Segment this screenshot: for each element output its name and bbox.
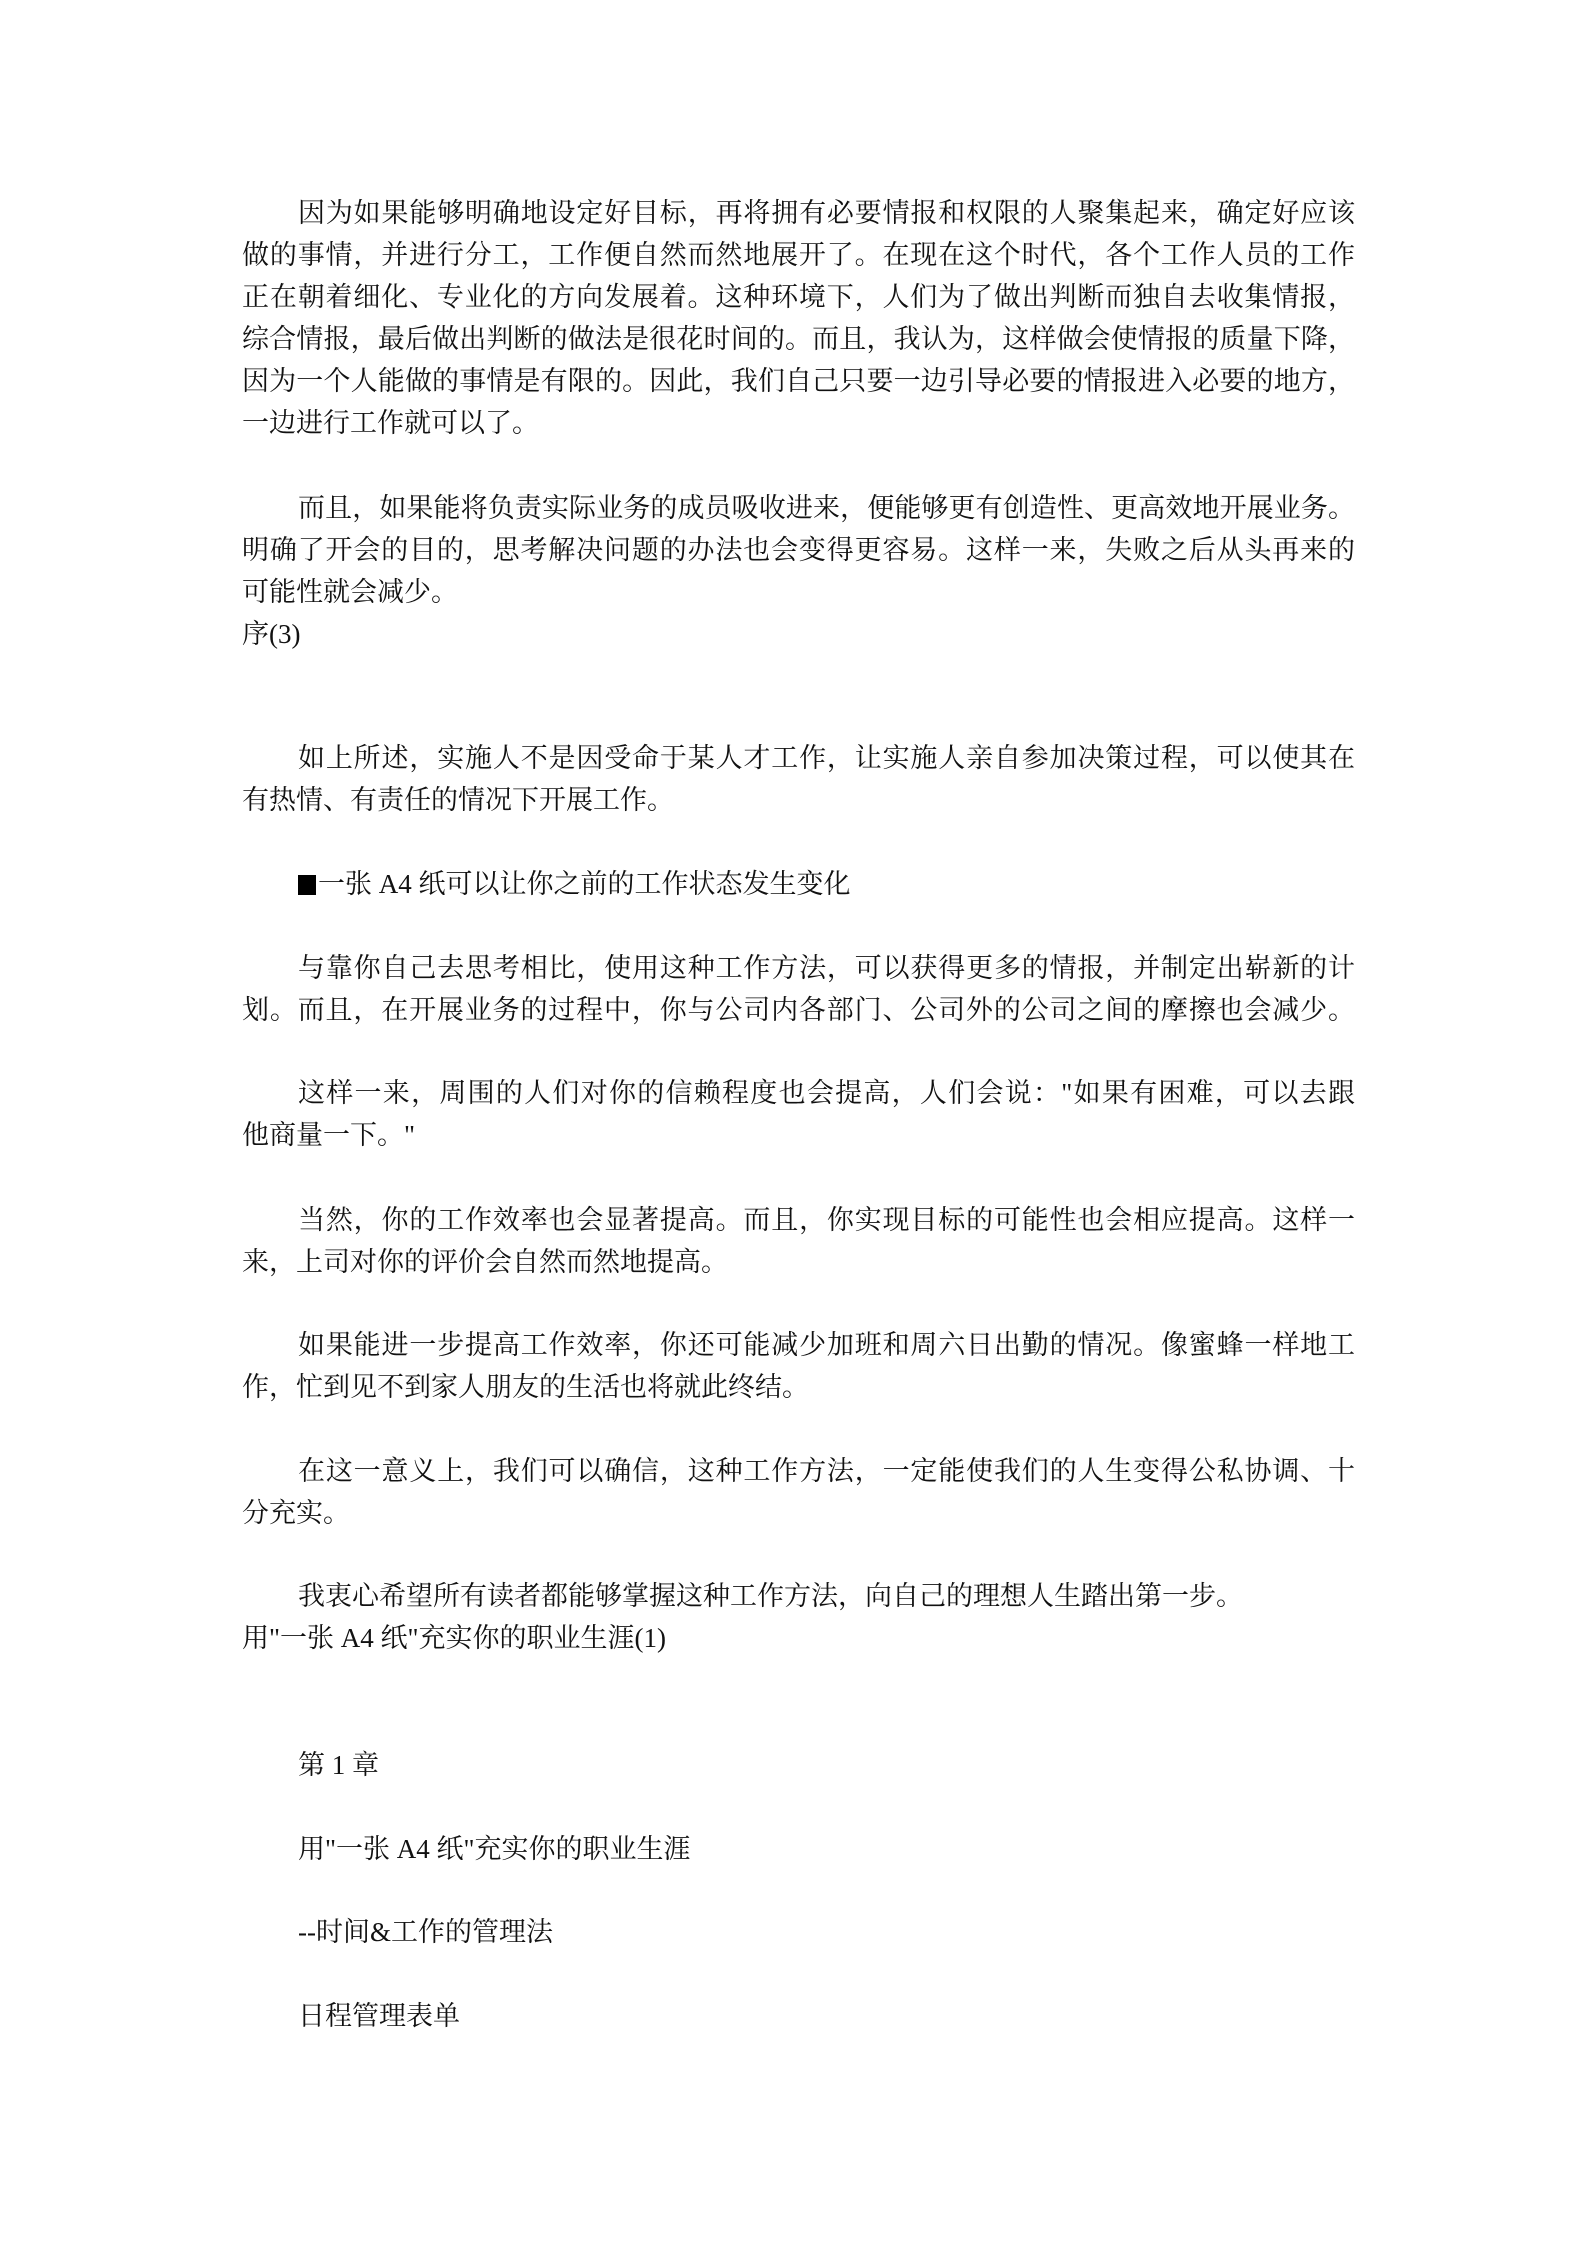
subheading-text: 一张 A4 纸可以让你之前的工作状态发生变化 bbox=[318, 869, 851, 899]
text-line: 正在朝着细化、专业化的方向发展着。这种环境下，人们为了做出判断而独自去收集情报， bbox=[242, 282, 1355, 312]
paragraph-7 bbox=[242, 1324, 1355, 1408]
black-square-bullet-icon bbox=[298, 875, 316, 895]
form-title-text: 日程管理表单 bbox=[298, 2001, 460, 2031]
text-line: 我衷心希望所有读者都能够掌握这种工作方法，向自己的理想人生踏出第一步。 bbox=[298, 1581, 1243, 1611]
paragraph-1 bbox=[242, 192, 1355, 444]
paragraph-4 bbox=[242, 947, 1355, 1031]
text-line: 划。而且，在开展业务的过程中，你与公司内各部门、公司外的公司之间的摩擦也会减少。 bbox=[242, 995, 1355, 1025]
text-line: 一边进行工作就可以了。 bbox=[242, 408, 539, 438]
text-line: 可能性就会减少。 bbox=[242, 577, 458, 607]
chapter-title-text: 用"一张 A4 纸"充实你的职业生涯 bbox=[298, 1834, 691, 1864]
text-line: 分充实。 bbox=[242, 1498, 350, 1528]
text-line: 当然，你的工作效率也会显著提高。而且，你实现目标的可能性也会相应提高。这样一 bbox=[298, 1205, 1355, 1235]
paragraph-2 bbox=[242, 487, 1355, 655]
form-title bbox=[242, 1995, 1355, 2037]
paragraph-6 bbox=[242, 1199, 1355, 1283]
paragraph-9 bbox=[242, 1575, 1355, 1659]
paragraph-5 bbox=[242, 1072, 1355, 1156]
text-line: 因为一个人能做的事情是有限的。因此，我们自己只要一边引导必要的情报进入必要的地方， bbox=[242, 366, 1355, 396]
chapter-title bbox=[242, 1828, 1355, 1870]
paragraph-3 bbox=[242, 737, 1355, 821]
text-line: 做的事情，并进行分工，工作便自然而然地展开了。在现在这个时代，各个工作人员的工作 bbox=[242, 240, 1355, 270]
text-line: 在这一意义上，我们可以确信，这种工作方法，一定能使我们的人生变得公私协调、十 bbox=[298, 1456, 1355, 1486]
chapter-label bbox=[242, 1744, 1355, 1786]
text-line: 而且，如果能将负责实际业务的成员吸收进来，便能够更有创造性、更高效地开展业务。 bbox=[298, 493, 1355, 523]
text-line: 来，上司对你的评价会自然而然地提高。 bbox=[242, 1247, 728, 1277]
chapter-subtitle-text: --时间&工作的管理法 bbox=[298, 1917, 553, 1947]
text-line: 如果能进一步提高工作效率，你还可能减少加班和周六日出勤的情况。像蜜蜂一样地工 bbox=[298, 1330, 1355, 1360]
text-line: 明确了开会的目的，思考解决问题的办法也会变得更容易。这样一来，失败之后从头再来的 bbox=[242, 535, 1355, 565]
section-label: 序(3) bbox=[242, 619, 301, 649]
text-line: 有热情、有责任的情况下开展工作。 bbox=[242, 785, 674, 815]
text-line: 因为如果能够明确地设定好目标，再将拥有必要情报和权限的人聚集起来，确定好应该 bbox=[298, 198, 1355, 228]
paragraph-8 bbox=[242, 1450, 1355, 1534]
section-label: 用"一张 A4 纸"充实你的职业生涯(1) bbox=[242, 1623, 667, 1653]
chapter-subtitle bbox=[242, 1911, 1355, 1953]
text-line: 如上所述，实施人不是因受命于某人才工作，让实施人亲自参加决策过程，可以使其在 bbox=[298, 743, 1355, 773]
text-line: 综合情报，最后做出判断的做法是很花时间的。而且，我认为，这样做会使情报的质量下降， bbox=[242, 324, 1355, 354]
text-line: 这样一来，周围的人们对你的信赖程度也会提高，人们会说："如果有困难，可以去跟 bbox=[298, 1078, 1355, 1108]
text-line: 他商量一下。" bbox=[242, 1120, 416, 1150]
subheading bbox=[242, 863, 1355, 905]
text-line: 作，忙到见不到家人朋友的生活也将就此终结。 bbox=[242, 1372, 809, 1402]
chapter-number: 第 1 章 bbox=[298, 1750, 379, 1780]
text-line: 与靠你自己去思考相比，使用这种工作方法，可以获得更多的情报，并制定出崭新的计 bbox=[298, 953, 1355, 983]
